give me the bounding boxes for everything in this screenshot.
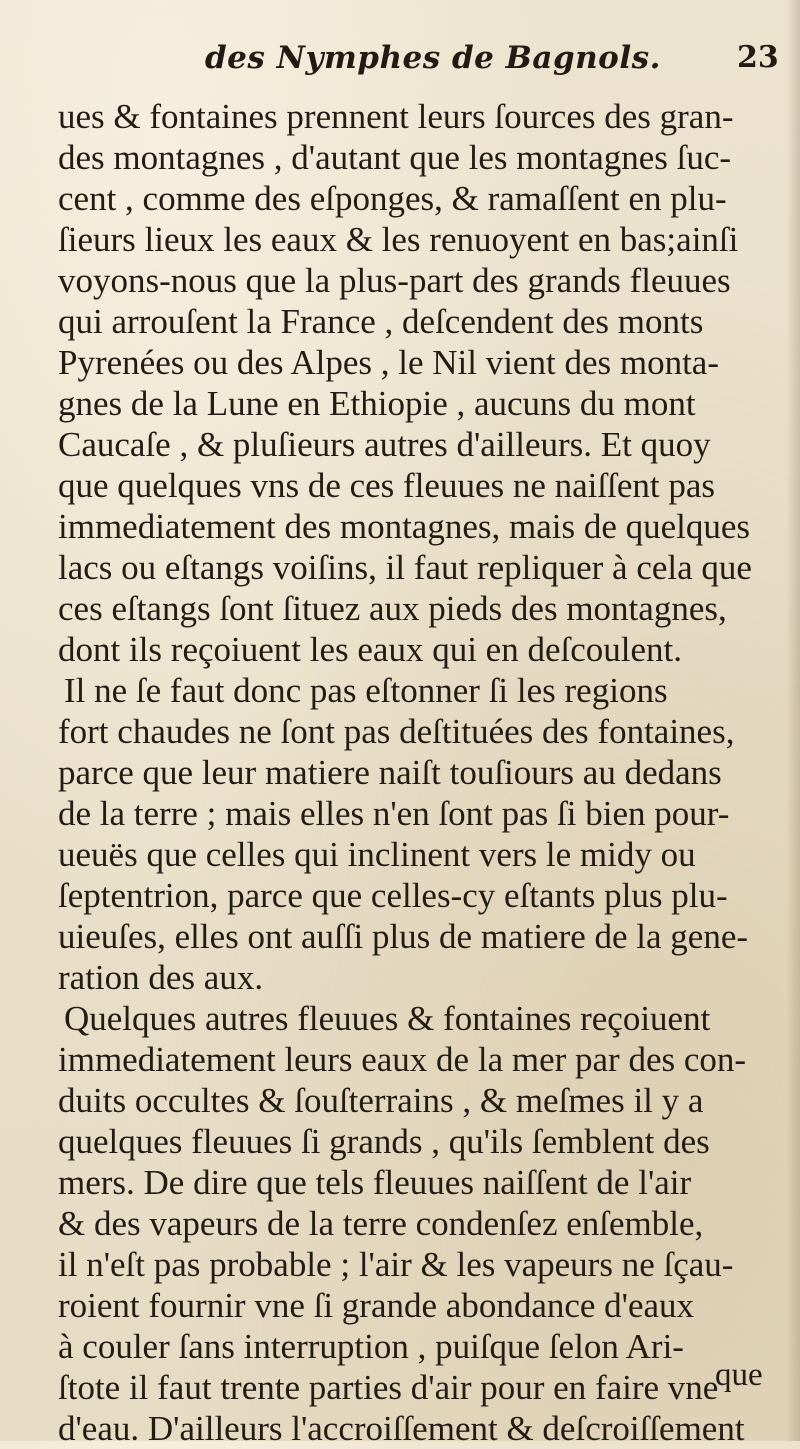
text-line: des montagnes , d'autant que les montagnes ſuc- — [58, 138, 732, 177]
text-line: lacs ou eſtangs voiſins, il faut repliquer à cela que — [58, 548, 752, 587]
text-line: & des vapeurs de la terre condenſez enſemble, — [58, 1204, 704, 1243]
text-line: Caucaſe , & pluſieurs autres d'ailleurs. Et quoy — [58, 425, 711, 464]
text-line: cent , comme des eſponges, & ramaſſent en plu- — [58, 179, 727, 218]
text-line: ueuës que celles qui inclinent vers le midy ou — [58, 835, 696, 874]
text-line: ration des aux. — [58, 958, 264, 997]
text-line: ſtote il faut trente parties d'air pour en faire vne — [58, 1368, 719, 1407]
text-line: Il ne ſe faut donc pas eſtonner ſi les regions — [64, 671, 668, 710]
page-number: 23 — [737, 40, 779, 75]
text-line: uieuſes, elles ont auſſi plus de matiere de la gene- — [58, 917, 749, 956]
text-line: à couler ſans interruption , puiſque ſelon Ari- — [58, 1327, 684, 1366]
text-line: ces eſtangs ſont ſituez aux pieds des montagnes, — [58, 589, 727, 628]
text-line: de la terre ; mais elles n'en ſont pas ſi bien pour- — [58, 794, 730, 833]
text-line: parce que leur matiere naiſt touſiours au dedans — [58, 753, 722, 792]
text-line: duits occultes & ſouſterrains , & meſmes il y a — [58, 1081, 704, 1120]
text-line: immediatement leurs eaux de la mer par des con- — [58, 1040, 747, 1079]
running-title: des Nymphes de Bagnols. — [205, 40, 661, 76]
text-line: quelques fleuues ſi grands , qu'ils ſemblent des — [58, 1122, 710, 1161]
text-line: ſeptentrion, parce que celles-cy eſtants plus plu- — [58, 876, 728, 915]
text-line: qui arrouſent la France , deſcendent des monts — [58, 302, 704, 341]
text-line: ſieurs lieux les eaux & les renuoyent en bas;ainſi — [58, 220, 739, 259]
text-line: immediatement des montagnes, mais de quelques — [58, 507, 751, 546]
body-text — [58, 96, 798, 1449]
text-line: gnes de la Lune en Ethiopie , aucuns du mont — [58, 384, 696, 423]
catchword: que — [715, 1357, 763, 1393]
page-edge-shadow — [786, 0, 800, 1441]
text-line: dont ils reçoiuent les eaux qui en deſcoulent. — [58, 630, 682, 669]
text-line: que quelques vns de ces fleuues ne naiſſent pas — [58, 466, 716, 505]
text-line: d'eau. D'ailleurs l'accroiſſement & deſcroiſſement — [58, 1409, 745, 1448]
text-line: Pyrenées ou des Alpes , le Nil vient des monta- — [58, 343, 719, 382]
text-line: roient fournir vne ſi grande abondance d'eaux — [58, 1286, 695, 1325]
text-line: il n'eſt pas probable ; l'air & les vapeurs ne ſçau- — [58, 1245, 734, 1284]
text-line: Quelques autres fleuues & fontaines reçoiuent — [64, 999, 711, 1038]
text-line: mers. De dire que tels fleuues naiſſent de l'air — [58, 1163, 692, 1202]
text-line: fort chaudes ne ſont pas deſtituées des fontaines, — [58, 712, 735, 751]
text-line: ues & fontaines prennent leurs ſources des gran- — [58, 97, 734, 136]
text-line: voyons-nous que la plus-part des grands fleuues — [58, 261, 731, 300]
